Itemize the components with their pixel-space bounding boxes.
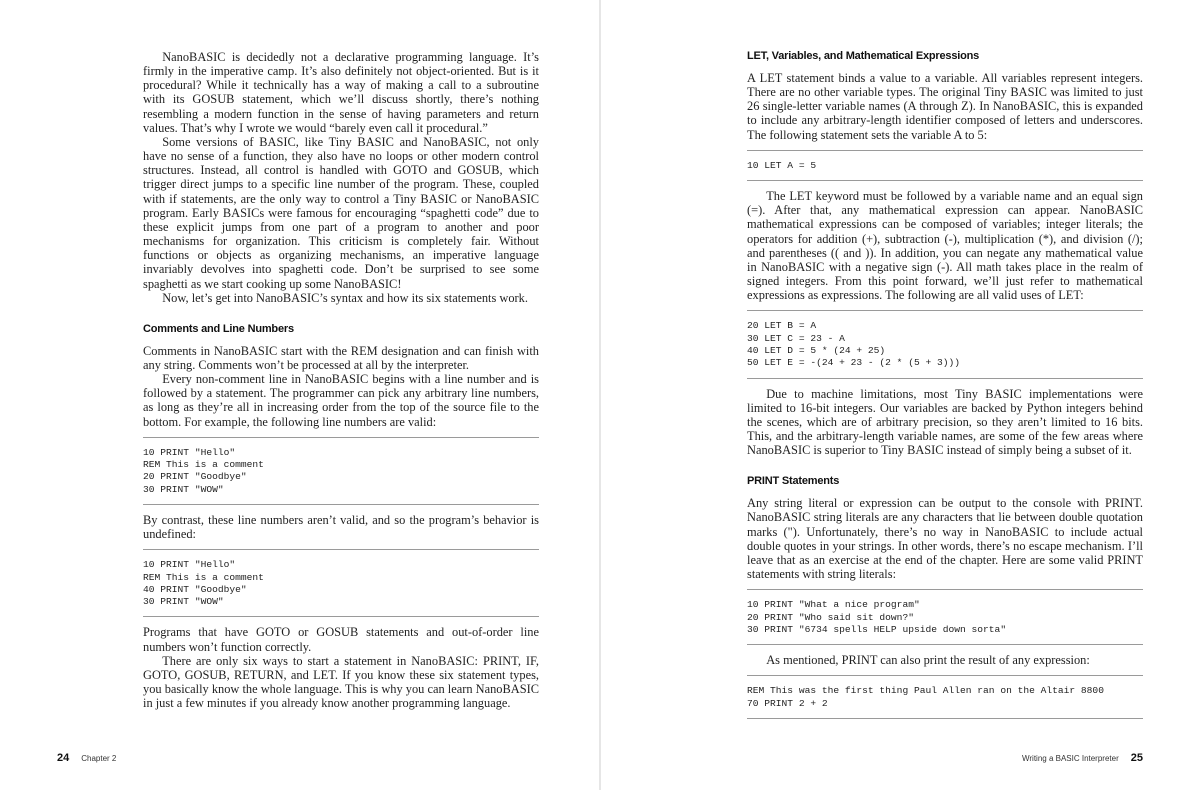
paragraph: Now, let’s get into NanoBASIC’s syntax and how its six statements work. [162, 290, 528, 305]
code-line: 40 LET D = 5 * (24 + 25) [747, 344, 886, 356]
code-line: 20 PRINT "Who said sit down?" [747, 611, 914, 623]
page-footer [57, 752, 116, 764]
paragraph: By contrast, these line numbers aren’t valid, and so the program’s behavior is undefined: [143, 512, 539, 542]
code-block [747, 589, 1143, 645]
paragraph: As mentioned, PRINT can also print the result of any expression: [766, 653, 1090, 668]
paragraph: The LET keyword must be followed by a variable name and an equal sign (=). After that, any mathematical expression can appear. NanoBASIC mathematical expressions can be composed of variables; integer literals; the operators for addition (+), subtraction (-), multiplication (*), and division (/); and parentheses (( and )). In addition, you can negate any mathematical value in NanoBASIC with a negative sign (-). All math takes place in the realm of signed integers. From this point forward, we’ll just refer to mathematical expressions as expressions. The following are all valid uses of LET: [747, 189, 1143, 303]
paragraph: Any string literal or expression can be output to the console with PRINT. NanoBASIC string literals are any characters that lie between double quotation marks ("). Unfortunately, there’s no way in NanoBASIC to include actual double quotes in your strings. In other words, there’s no escape mechanism. I’ll leave that as an exercise at the end of the chapter. Here are some valid PRINT statements with string literals: [747, 496, 1143, 582]
right-page [601, 0, 1200, 790]
page-number: 25 [1130, 752, 1143, 764]
code-block [747, 310, 1143, 378]
paragraph: NanoBASIC is decidedly not a declarative programming language. It’s firmly in the imperative camp. It’s also definitely not object-oriented. But is it procedural? While it technically has a way of making a call to a subroutine with its GOSUB statement, which we’ll discuss shortly, there’s nothing resembling a modern function in the sense of having parameters and return values. That’s why I wrote we would “barely even call it procedural.” [143, 50, 539, 135]
paragraph: Some versions of BASIC, like Tiny BASIC and NanoBASIC, not only have no sense of a function, they also have no loops or other modern control structures. Instead, all control is handled with GOTO and GOSUB, which trigger direct jumps to a specific line number of the program. These, coupled with if statements, are the only way to control a Tiny BASIC or NanoBASIC program. Early BASICs were famous for encouraging “spaghetti code” due to these explicit jumps from one part of a program to another and poor mechanisms for organization. This criticism is completely fair. Without functions or objects as organizing mechanisms, an imperative language invariably devolves into spaghetti code. Don’t be surprised to see some spaghetti as we start cooking up some NanoBASIC! [143, 134, 539, 291]
paragraph: Every non-comment line in NanoBASIC begins with a line number and is followed by a statement. The programmer can pick any arbitrary line numbers, as long as they’re all in increasing order from the top of the source file to the bottom. For example, the following line numbers are valid: [143, 372, 539, 429]
code-line: 30 PRINT "WOW" [143, 483, 224, 495]
right-text-column [747, 50, 1143, 727]
paragraph: Programs that have GOTO or GOSUB statements and out-of-order line numbers won’t function correctly. [143, 625, 539, 654]
code-line: REM This is a comment [143, 459, 264, 471]
code-line: 70 PRINT 2 + 2 [747, 697, 828, 709]
code-line: REM This is a comment [143, 571, 264, 583]
left-page [0, 0, 599, 790]
code-line: 40 PRINT "Goodbye" [143, 583, 247, 595]
section-heading: LET, Variables, and Mathematical Expressions [747, 50, 980, 62]
code-line: 10 LET A = 5 [747, 159, 817, 171]
code-block [143, 437, 539, 505]
code-line: 10 PRINT "Hello" [143, 446, 236, 458]
code-block [143, 549, 539, 617]
running-footer: Chapter 2 [81, 754, 117, 763]
code-block [747, 675, 1143, 719]
section-heading: PRINT Statements [747, 475, 840, 488]
code-line: 50 LET E = -(24 + 23 - (2 * (5 + 3))) [747, 357, 961, 369]
code-line: 30 PRINT "6734 spells HELP upside down sorta" [747, 623, 1007, 635]
paragraph: Due to machine limitations, most Tiny BASIC implementations were limited to 16-bit integers. Our variables are backed by Python integers behind the scenes, which are of arbitrary precision, so they aren’t limited to 16 bits. This, and the arbitrary-length variable names, are some of the few areas where NanoBASIC is superior to Tiny BASIC instead of simply being a subset of it. [747, 386, 1143, 458]
section-heading: Comments and Line Numbers [143, 322, 294, 335]
code-line: 10 PRINT "Hello" [143, 559, 236, 571]
running-footer: Writing a BASIC Interpreter [1021, 754, 1119, 763]
page-number: 24 [57, 752, 70, 764]
code-line: 20 LET B = A [747, 320, 817, 332]
paragraph: Comments in NanoBASIC start with the REM designation and can finish with any string. Comments won’t be processed at all by the interpreter. [143, 343, 539, 372]
paragraph: There are only six ways to start a statement in NanoBASIC: PRINT, IF, GOTO, GOSUB, RETURN, and LET. If you know these six statement types, you basically know the whole language. This is why you can learn NanoBASIC in just a few minutes if you already know another programming language. [143, 653, 539, 711]
code-line: 30 LET C = 23 - A [747, 332, 845, 344]
page-footer [1022, 752, 1143, 764]
code-block [747, 150, 1143, 181]
left-text-column [143, 50, 539, 710]
code-line: 10 PRINT "What a nice program" [747, 599, 920, 611]
code-line: REM This was the first thing Paul Allen ran on the Altair 8800 [747, 685, 1104, 697]
code-line: 20 PRINT "Goodbye" [143, 471, 247, 483]
paragraph: A LET statement binds a value to a variable. All variables represent integers. There are no other variable types. The original Tiny BASIC was limited to just 26 single-letter variable names (A through Z). In NanoBASIC, this is expanded to include any arbitrary-length identifier composed of letters and underscores. The following statement sets the variable A to 5: [747, 71, 1143, 142]
code-line: 30 PRINT "WOW" [143, 596, 224, 608]
